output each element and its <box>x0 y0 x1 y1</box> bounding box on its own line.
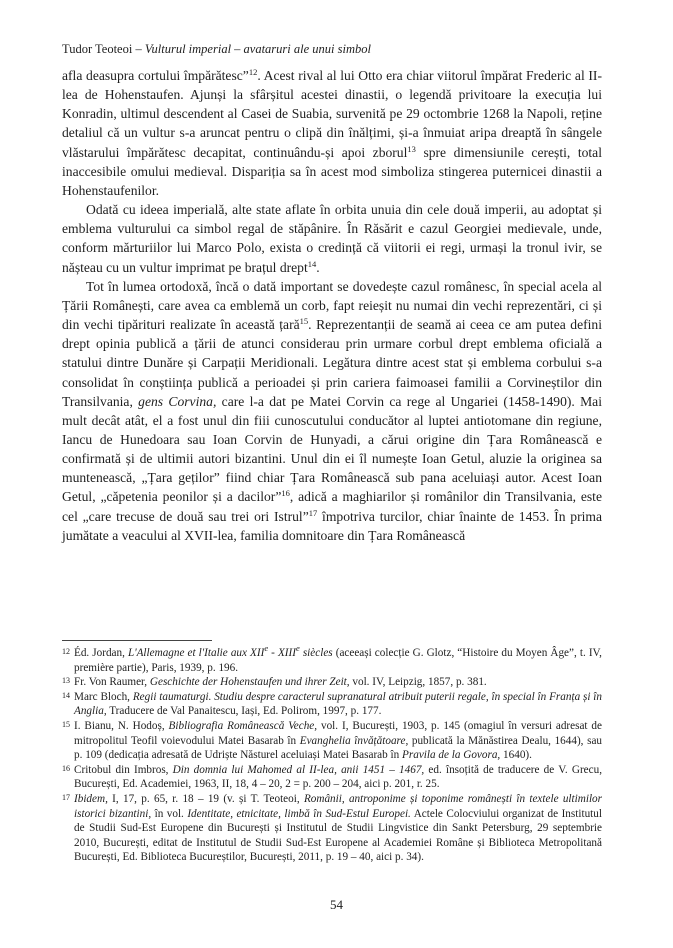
footnote-separator <box>62 640 212 641</box>
header-title: Vulturul imperial – avataruri ale unui simbol <box>144 42 371 56</box>
footnote-text <box>74 643 602 675</box>
text-run: în vol. <box>151 807 188 820</box>
footnote-ref-16[interactable]: 16 <box>281 488 290 499</box>
footnote-number: 15 <box>62 719 70 729</box>
footnote-number: 16 <box>62 763 70 773</box>
footnote-number: 12 <box>62 647 70 656</box>
text-run: Critobul din Imbros, <box>74 763 173 776</box>
text-run: care l-a dat pe Matei Corvin ca rege al Ungariei (1458-1490). Mai mult decât atât, el a fost unul din fiii cunoscutului conducător al luptei antiotomane din regiune, Iancu de Hunedoara sau Ioan Corvin de Hunyadi, a cărui origine din Țara Românească e confirmată și de ultimii autori bizantini. Unul din ei îl numește Ioan Getul, aluzie la originea sa muntenească, „Țara geților” fiind chiar Țara Românească sub pana aceluiași autor. Acest Ioan Getul, „căpetenia peonilor și a dacilor” <box>62 393 602 505</box>
text-run: Odată cu ideea imperială, alte state aflate în orbita unuia din cele două imperii, au adoptat și emblema vulturului ca simbol regal de stăpânire. În Răsărit e cazul Georgiei medievale, unde, conform mărturiilor lui Marco Polo, exista o credință că viitorii ei regi, urmași la tronul ivir, se nășteau cu un vultur imprimat pe brațul drept <box>62 202 602 275</box>
text-run: I. Bianu, N. Hodoș, <box>74 719 169 732</box>
italic-run: Bibliografia Românească Veche, <box>168 719 318 732</box>
text-run: , adică a maghiarilor și românilor din Transilvania, este cel „care trecuse de două sau trei ori Istrul” <box>62 489 602 524</box>
page-number: 54 <box>330 897 343 912</box>
text-run: siècles <box>299 647 333 659</box>
text-run: împotriva turcilor, chiar înainte de 1453. În prima jumătate a veacului al XVII-lea, familia domnitoare din Țara Românească <box>62 508 602 543</box>
text-run: (aceeași colecție G. Glotz, “Histoire du Moyen Âge”, t. IV, première partie), Paris, 1939, p. 196. <box>74 647 602 674</box>
footnote-number: 13 <box>62 676 70 686</box>
italic-run: Evanghelia învățătoare, <box>299 734 409 747</box>
italic-run: Din domnia lui Mahomed al II-lea, anii 1451 – 1467, <box>172 763 425 776</box>
text-run: spre dimensiunile cerești, total inaccesibile omului medieval. Dispariția sa în acest mod simboliza stingerea puternicei dinastii a Hohenstaufenilor. <box>62 144 602 198</box>
paragraph-3 <box>62 277 602 545</box>
text-run: - XIII <box>268 647 296 659</box>
italic-run: Ibidem, <box>74 792 108 805</box>
italic-run: gens Corvina, <box>138 393 217 409</box>
italic-run <box>127 643 333 659</box>
text-run: . Acest rival al lui Otto era chiar viitorul împărat Frederic al II-lea de Hohenstaufen. Ajunși la sfârșitul acestei dinastii, o legendă privitoare la execuția lui Konradin, ultimul descendent al Casei de Suabia, survenită pe 29 octombrie 1268 la Napoli, reține detaliul că un vultur s-a aruncat pentru o clipă din înălțimi, și-a înmuiat aripa dreaptă în sângele vlăstarului împărătesc decapitat, continuându-și apoi zborul <box>62 68 602 160</box>
footnote-text <box>74 792 602 865</box>
footnote-ref-17[interactable]: 17 <box>308 507 318 518</box>
footnote-number: 17 <box>62 792 70 802</box>
paragraph-1 <box>62 66 602 200</box>
footnotes <box>62 643 603 865</box>
text-run: Traducere de Val Panaitescu, Iași, Ed. Polirom, 1997, p. 177. <box>106 705 382 718</box>
text-run: . Reprezentanții de seamă ai ceea ce am putea defini drept opinia publică a țării de atunci considerau prin urmare corbul drept emblema oficială a statului dintre Dunăre și Carpații Meridionali. Legătura dintre acest stat și emblema corbului s-a consolidat în conștiința publică a perioadei și prin cariera faimoasei familii a Corvineștilor din Transilvania, <box>62 317 602 409</box>
italic-run: Regii taumaturgi. Studiu despre caracterul supranatural atribuit puterii regale, în special în Franța și în Anglia, <box>74 690 603 718</box>
paragraph-2 <box>62 200 602 277</box>
footnote-15 <box>62 719 602 763</box>
header-author: Tudor Teoteoi – <box>62 42 145 56</box>
text-run: 1640). <box>500 749 532 762</box>
text-run: Éd. Jordan, <box>74 647 128 659</box>
footnote-ref-15[interactable]: 15 <box>299 316 309 327</box>
footnote-12 <box>62 643 602 675</box>
text-run: vol. I, București, 1903, p. 145 (omagiul în versuri adresat de mitropolitul Teofil voievodului Matei Basarab în <box>74 719 602 747</box>
text-run: . <box>316 259 320 275</box>
footnote-14 <box>62 690 602 719</box>
footnote-17 <box>62 792 602 865</box>
superscript: e <box>264 643 269 653</box>
footnote-ref-13[interactable]: 13 <box>407 143 416 154</box>
text-run: Actele Colocviului organizat de Institutul de Studii Sud-Est Europene din București și Institutul de Studii Lingvistice din Sankt Petersburg, 29 septembrie 2010, București, editat de Institutul de Studii Sud-Est Europene al Academiei Române și Biblioteca Metropolitană București, Ed. Biblioteca Bucureștilor, București, 2011, p. 19 – 40, aici p. 34). <box>74 807 602 864</box>
superscript: e <box>295 643 300 653</box>
text-run: Fr. Von Raumer, <box>74 676 150 689</box>
text-run: vol. IV, Leipzig, 1857, p. 381. <box>349 676 487 689</box>
running-header <box>62 41 622 57</box>
footnote-number: 14 <box>62 690 70 700</box>
footnote-text <box>74 690 602 719</box>
footnote-text <box>74 719 602 763</box>
text-run: afla deasupra cortului împărătesc” <box>62 68 249 83</box>
footnote-text <box>74 675 602 690</box>
text-run: L'Allemagne et l'Italie aux XII <box>127 647 265 659</box>
footnote-ref-12[interactable]: 12 <box>248 67 258 77</box>
italic-run: Pravila de la Govora, <box>402 749 501 762</box>
text-run: I, 17, p. 65, r. 18 – 19 (v. și T. Teoteoi, <box>107 792 304 805</box>
text-run: publicată la Mănăstirea Dealu, 1644), sau p. 109 (dedicația adresată de Udriște Năsturel aceluiași Matei Basarab în <box>74 734 603 762</box>
italic-run: Geschichte der Hohenstaufen und ihrer Zeit, <box>149 676 350 689</box>
footnote-text <box>74 763 602 792</box>
text-run: Marc Bloch, <box>74 690 133 703</box>
footnote-ref-14[interactable]: 14 <box>307 258 317 269</box>
body-text <box>62 66 602 545</box>
text-run: Tot în lumea ortodoxă, încă o dată important se dovedește cazul românesc, în special acela al Țării Românești, care avea ca emblemă un corb, fapt reieșit nu numai din vechi reprezentări, ci și din vechi tipărituri realizate în această țară <box>62 278 602 333</box>
text-run: ed. însoțită de traducere de V. Grecu, București, Ed. Academiei, 1963, II, 18, 4 – 20, 2 = p. 200 – 204, aici p. 201, r. 25. <box>74 763 602 791</box>
footnote-13 <box>62 675 602 690</box>
footnote-16 <box>62 763 602 792</box>
italic-run: Identitate, etnicitate, limbă în Sud-Estul Europei. <box>187 807 411 820</box>
italic-run: Românii, antroponime și toponime românești în textele ultimilor istorici bizantini, <box>74 792 603 820</box>
